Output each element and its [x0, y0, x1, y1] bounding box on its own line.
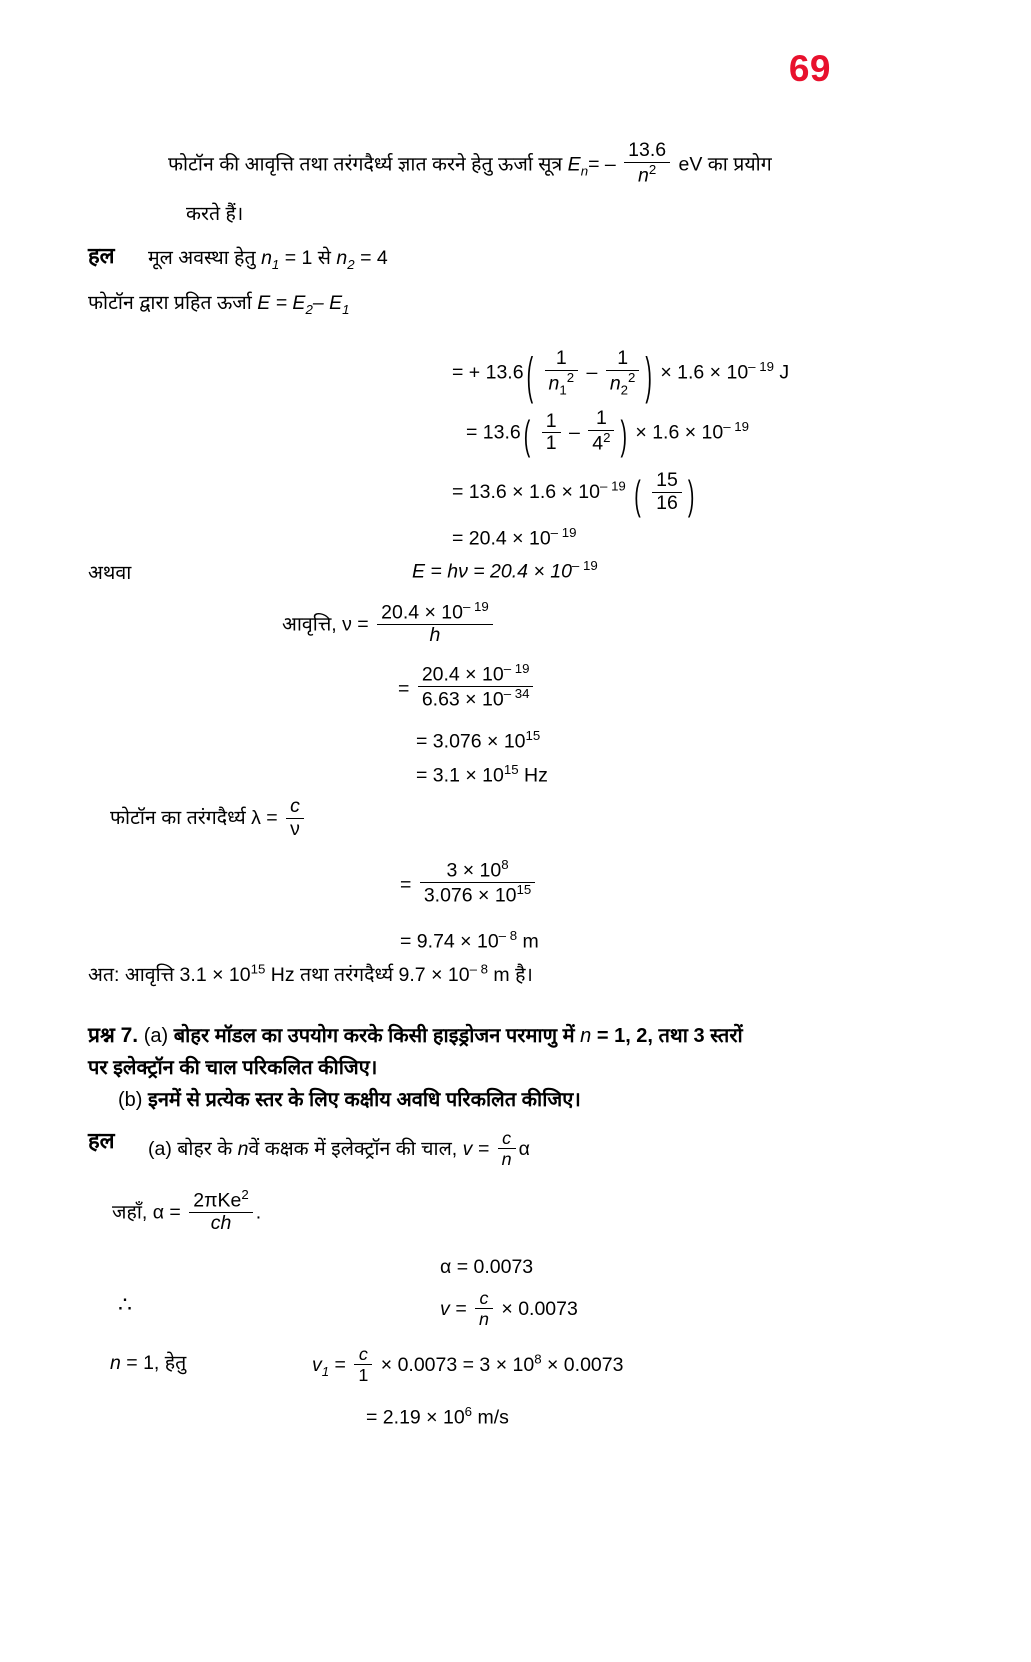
sol1-n1-sub: 1	[271, 256, 280, 272]
intro-unit: eV	[678, 153, 703, 176]
step1-f1-den-sub: 1	[559, 382, 567, 398]
step6-den	[418, 686, 534, 711]
step6-num-exp: – 19	[503, 661, 530, 676]
step10-exp: – 8	[498, 928, 518, 943]
conclusion-c: m है।	[493, 964, 533, 986]
equation-step-4	[452, 525, 576, 551]
step3-fraction	[652, 470, 682, 515]
page-number: 69	[788, 48, 831, 89]
step1-f2-den	[606, 370, 640, 398]
n1-eq: =	[334, 1354, 346, 1377]
equation-step-1	[452, 347, 790, 407]
intro-formula-sub: n	[580, 163, 589, 179]
question-7-n: n	[580, 1025, 592, 1047]
step2-fraction-1	[542, 411, 561, 456]
paren-open-3: (	[634, 473, 641, 520]
step2-f2-den	[588, 430, 614, 455]
question-7-part-b	[118, 1085, 978, 1112]
step2-f1-den: 1	[542, 432, 561, 455]
step7-text: = 3.076 × 10	[416, 730, 526, 753]
v-rest: × 0.0073	[501, 1298, 578, 1321]
sol2-line1-alpha: α	[518, 1138, 530, 1161]
sol2-line1-fraction	[498, 1128, 516, 1169]
step1-prefix: = + 13.6	[452, 361, 524, 384]
step9-fraction	[420, 858, 535, 908]
n1-result-text: = 2.19 × 10	[366, 1406, 465, 1429]
step9-den-text: 3.076 × 10	[423, 884, 517, 907]
intro-fraction-denominator	[624, 162, 670, 187]
sol1-l1-text: मूल अवस्था हेतु	[148, 247, 256, 269]
intro-formula-eq: = –	[588, 153, 616, 176]
sol2-where-dot: .	[255, 1201, 262, 1224]
paren-open-2: (	[523, 413, 531, 461]
solution2-line1	[148, 1128, 530, 1169]
freq-num	[377, 600, 493, 624]
intro-fraction	[624, 140, 670, 187]
step1-f2-den-sub: 2	[620, 382, 629, 398]
sol1-l2-eq: E = E	[257, 292, 306, 314]
sol2-where-den: ch	[189, 1212, 253, 1235]
solution-label-2: हल	[88, 1128, 115, 1153]
step1-minus: –	[586, 361, 598, 384]
sol1-se: से	[317, 247, 331, 269]
freq-label: आवृत्ति,	[282, 613, 337, 636]
step6-num-text: 20.4 × 10	[421, 663, 504, 686]
n1-label-n: n	[110, 1352, 121, 1374]
step10-text: = 9.74 × 10	[400, 930, 499, 953]
sol2-line1-v: v =	[462, 1138, 490, 1161]
n1-den: 1	[354, 1364, 372, 1385]
step9-num	[420, 858, 535, 882]
sol2-line1-n: n	[237, 1138, 249, 1161]
n1-exp: 8	[534, 1351, 542, 1367]
step2-f2-den-sup: 2	[603, 429, 611, 445]
step8-exp: 15	[503, 762, 519, 777]
step6-eq-sign: =	[398, 678, 410, 701]
question-7-part-a-text1: बोहर मॉडल का उपयोग करके किसी हाइड्रोजन परमाणु में	[173, 1025, 575, 1047]
step4-text: = 20.4 × 10	[452, 527, 551, 550]
n1-result-exp: 6	[464, 1404, 473, 1419]
step10-unit: m	[522, 930, 539, 953]
freq-den: h	[377, 624, 493, 647]
question-7	[88, 1020, 948, 1084]
paren-close-3: )	[687, 473, 695, 520]
sol1-l2-sub2: 1	[342, 301, 350, 317]
sol1-l2-sub1: 2	[305, 301, 313, 317]
freq-var: ν =	[342, 613, 369, 636]
step9-num-exp: 8	[501, 857, 509, 872]
step6-num	[418, 662, 534, 686]
step8-text: = 3.1 × 10	[416, 764, 504, 787]
n1-label	[110, 1348, 186, 1375]
solution1-line2	[88, 288, 349, 317]
sol2-line1-pre: बोहर के	[177, 1138, 233, 1161]
wave-den: ν	[286, 818, 304, 841]
step1-f1-num: 1	[555, 347, 567, 369]
n1-fraction	[354, 1344, 372, 1385]
sol2-where-num	[189, 1188, 253, 1212]
step1-f1-den	[545, 370, 579, 398]
n1-equation	[312, 1344, 623, 1385]
therefore-symbol: ∴	[118, 1292, 132, 1317]
sol2-where-num-sup: 2	[241, 1187, 249, 1202]
sol2-where-fraction	[189, 1188, 253, 1235]
intro-line2: करते हैं।	[186, 202, 244, 225]
n1-v: v	[312, 1354, 322, 1377]
freq-num-text: 20.4 × 10	[381, 601, 463, 624]
intro-frac-den-base: n	[638, 164, 649, 187]
sol2-line1-den: n	[498, 1148, 516, 1169]
step6-fraction	[418, 662, 534, 712]
step1-f2-den-sup: 2	[628, 369, 636, 385]
step2-fraction-2	[588, 408, 614, 455]
step6-den-text: 6.63 × 10	[421, 688, 504, 711]
sol1-n2-sub: 2	[347, 256, 355, 272]
question-7-part-a-text2: = 1, 2, तथा 3 स्तरों	[596, 1025, 743, 1047]
sol1-n2: n	[336, 247, 348, 269]
conclusion-line	[88, 960, 533, 987]
alpha-value: α = 0.0073	[440, 1256, 534, 1278]
step1-f1-den-sup: 2	[566, 369, 575, 385]
freq-num-exp: – 19	[463, 599, 489, 614]
step9-num-text: 3 × 10	[446, 859, 502, 882]
step3-f-num: 15	[656, 469, 678, 491]
sol1-eq1: = 1	[284, 247, 313, 269]
intro-paragraph	[168, 140, 908, 231]
sol1-eq2: = 4	[360, 247, 388, 269]
sol1-n1: n	[261, 247, 272, 269]
n1-tail: × 0.0073	[547, 1354, 624, 1377]
athava-label: अथवा	[88, 562, 132, 584]
equation-step-10	[400, 928, 539, 954]
step2-prefix: = 13.6	[466, 421, 521, 444]
sol2-part-a-label: (a)	[148, 1138, 172, 1161]
n1-result-unit: m/s	[477, 1406, 509, 1429]
conclusion-a-exp: 15	[250, 961, 266, 977]
conclusion-a: अत: आवृत्ति 3.1 × 10	[88, 964, 251, 986]
n1-label-rest: = 1, हेतु	[126, 1352, 187, 1374]
step1-f2-num: 1	[617, 347, 629, 369]
intro-formula-lead: E	[567, 153, 581, 176]
conclusion-b-exp: – 8	[469, 961, 488, 977]
step5-exp: – 19	[571, 558, 598, 573]
step8-unit: Hz	[524, 764, 548, 787]
equation-step-5	[412, 558, 598, 584]
step1-fraction-1	[545, 348, 579, 398]
solution1-line1	[148, 243, 388, 272]
sol2-where-num-pre: 2πKe	[193, 1189, 242, 1212]
question-7-part-a-text3: पर इलेक्ट्रॉन की चाल परिकलित कीजिए।	[88, 1057, 378, 1079]
equation-step-3	[452, 469, 697, 520]
step3-f-den: 16	[652, 492, 682, 515]
wave-fraction	[286, 796, 304, 841]
step2-exp: – 19	[723, 419, 750, 435]
n1-result	[366, 1404, 509, 1430]
frequency-equation	[282, 600, 496, 647]
step2-suffix: × 1.6 × 10	[635, 421, 724, 444]
v-equation	[440, 1288, 578, 1329]
v-fraction	[475, 1288, 493, 1329]
step1-f2-den-base: n	[609, 372, 621, 395]
step2-minus: –	[568, 421, 580, 444]
question-7-number: प्रश्न 7.	[88, 1024, 139, 1047]
intro-text-after: का प्रयोग	[707, 153, 772, 176]
step7-exp: 15	[525, 728, 541, 743]
equation-step-8	[416, 762, 548, 788]
sol2-line1-post: वें कक्षक में इलेक्ट्रॉन की चाल,	[248, 1138, 458, 1161]
sol2-where-label: जहाँ,	[112, 1201, 148, 1224]
step2-f1-num: 1	[545, 409, 557, 432]
paren-close-2: )	[620, 413, 627, 461]
sol2-line1-num: c	[502, 1128, 512, 1148]
wave-num: c	[290, 795, 300, 817]
step9-eq-sign: =	[400, 874, 412, 897]
step1-suffix: × 1.6 × 10	[660, 361, 749, 384]
freq-fraction	[377, 600, 493, 647]
sol1-l2-text: फोटॉन द्वारा प्रहित ऊर्जा	[88, 292, 252, 314]
intro-text-before: फोटॉन की आवृत्ति तथा तरंगदैर्ध्य ज्ञात करने हेतु ऊर्जा सूत्र	[168, 153, 563, 176]
question-7-part-a-label: (a)	[143, 1025, 169, 1047]
step2-f2-num: 1	[595, 407, 607, 429]
solution2-where	[112, 1188, 261, 1235]
sol1-l2-minus: – E	[312, 292, 343, 314]
equation-step-2	[466, 407, 750, 461]
step1-f1-den-base: n	[548, 372, 560, 395]
intro-fraction-numerator: 13.6	[628, 139, 667, 161]
step2-f2-den-base: 4	[592, 432, 604, 455]
wavelength-equation	[110, 796, 307, 841]
sol2-where-alpha: α =	[152, 1201, 181, 1224]
equation-step-6	[398, 662, 536, 712]
wave-lambda: λ =	[251, 807, 278, 830]
n1-rest: × 0.0073 = 3 × 10	[380, 1354, 535, 1377]
step4-exp: – 19	[550, 525, 577, 540]
step1-exp: – 19	[748, 359, 774, 375]
n1-v-sub: 1	[321, 1364, 330, 1380]
v-den: n	[475, 1308, 493, 1329]
wave-label: फोटॉन का तरंगदैर्ध्य	[110, 807, 246, 830]
paren-close-1: )	[645, 349, 652, 407]
v-eq-label: v =	[440, 1298, 467, 1321]
n1-num: c	[358, 1344, 368, 1364]
step6-den-exp: – 34	[503, 686, 530, 702]
step3-prefix: = 13.6 × 1.6 × 10	[452, 481, 601, 504]
question-7-part-b-text: इनमें से प्रत्येक स्तर के लिए कक्षीय अवधि परिकलित कीजिए।	[148, 1089, 581, 1111]
equation-step-7	[416, 728, 540, 754]
step3-exp: – 19	[600, 478, 626, 494]
step1-fraction-2	[606, 348, 640, 398]
step1-unit: J	[779, 361, 790, 384]
intro-frac-den-sup: 2	[648, 161, 657, 177]
conclusion-b: Hz तथा तरंगदैर्ध्य 9.7 × 10	[270, 964, 470, 986]
question-7-part-b-label: (b)	[118, 1089, 143, 1111]
paren-open-1: (	[526, 349, 534, 407]
step9-den-exp: 15	[516, 882, 532, 898]
equation-step-9	[400, 858, 538, 908]
step9-den	[420, 882, 535, 907]
step5-text: E = hν = 20.4 × 10	[412, 560, 572, 583]
v-num: c	[479, 1288, 489, 1308]
solution-label-1: हल	[88, 243, 115, 268]
